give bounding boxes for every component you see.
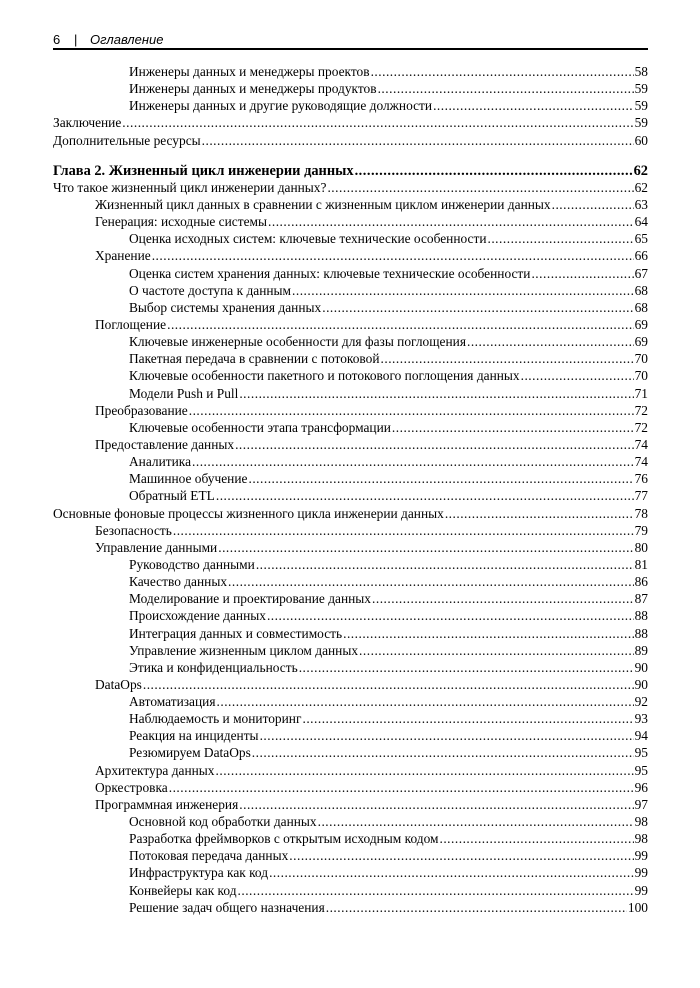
toc-dot-leader bbox=[228, 574, 634, 590]
toc-entry-page: 99 bbox=[634, 882, 648, 898]
toc-entry-title: Инфраструктура как код bbox=[129, 865, 269, 881]
toc-dot-leader bbox=[143, 677, 634, 693]
toc-entry-title: Резюмируем DataOps bbox=[129, 745, 251, 761]
toc-dot-leader bbox=[372, 591, 634, 607]
toc-entry-page: 96 bbox=[634, 779, 648, 795]
toc-entry-page: 90 bbox=[634, 676, 648, 692]
toc-entry-title: Архитектура данных bbox=[95, 762, 215, 778]
toc-entry-page: 94 bbox=[634, 728, 648, 744]
toc-dot-leader bbox=[192, 454, 634, 470]
toc-entry[interactable] bbox=[53, 814, 648, 831]
toc-entry-title: Преобразование bbox=[95, 402, 188, 418]
toc-entry-title: Конвейеры как код bbox=[129, 882, 237, 898]
toc-entry[interactable] bbox=[53, 643, 648, 660]
toc-entry[interactable] bbox=[53, 454, 648, 471]
toc-dot-leader bbox=[173, 523, 634, 539]
toc-entry-page: 59 bbox=[634, 98, 648, 114]
toc-entry-title: Пакетная передача в сравнении с потоковой bbox=[129, 351, 380, 367]
toc-dot-leader bbox=[326, 900, 627, 916]
toc-chapter-entry[interactable] bbox=[53, 163, 648, 180]
toc-entry[interactable] bbox=[53, 386, 648, 403]
toc-entry[interactable] bbox=[53, 248, 648, 265]
toc-entry-page: 79 bbox=[634, 522, 648, 538]
toc-dot-leader bbox=[169, 780, 634, 796]
toc-entry[interactable] bbox=[53, 437, 648, 454]
toc-dot-leader bbox=[552, 197, 634, 213]
toc-entry-title: Основной код обработки данных bbox=[129, 814, 317, 830]
toc-entry-page: 58 bbox=[634, 64, 648, 79]
toc-entry-page: 63 bbox=[634, 196, 648, 212]
toc-entry[interactable] bbox=[53, 420, 648, 437]
toc-dot-leader bbox=[189, 403, 634, 419]
toc-entry-page: 78 bbox=[634, 505, 648, 521]
toc-entry-page: 68 bbox=[634, 299, 648, 315]
toc-entry[interactable] bbox=[53, 694, 648, 711]
toc-entry-page: 81 bbox=[634, 556, 648, 572]
toc-dot-leader bbox=[531, 266, 633, 282]
toc-dot-leader bbox=[260, 728, 634, 744]
toc-entry-page: 88 bbox=[634, 608, 648, 624]
toc-entry-title: Автоматизация bbox=[129, 694, 216, 710]
toc-entry-title: Поглощение bbox=[95, 316, 167, 332]
toc-entry-page: 74 bbox=[634, 454, 648, 470]
toc-dot-leader bbox=[269, 865, 634, 881]
toc-dot-leader bbox=[235, 437, 634, 453]
toc-dot-leader bbox=[371, 64, 634, 80]
page-header bbox=[53, 32, 648, 48]
toc-entry-page: 72 bbox=[634, 402, 648, 418]
toc-entry-title: Моделирование и проектирование данных bbox=[129, 591, 371, 607]
toc-entry[interactable] bbox=[53, 471, 648, 488]
toc-entry-title: Модели Push и Pull bbox=[129, 385, 239, 401]
toc-entry[interactable] bbox=[53, 865, 648, 882]
toc-entry[interactable] bbox=[53, 133, 648, 150]
toc-entry-page: 64 bbox=[634, 214, 648, 230]
toc-entry-title: Интеграция данных и совместимость bbox=[129, 625, 343, 641]
toc-entry[interactable] bbox=[53, 98, 648, 115]
toc-entry-title: Обратный ETL bbox=[129, 488, 215, 504]
toc-dot-leader bbox=[343, 626, 634, 642]
toc-entry-title: Оценка систем хранения данных: ключевые технические особенности bbox=[129, 265, 531, 281]
toc-entry-page: 87 bbox=[634, 591, 648, 607]
toc-entry-page: 74 bbox=[634, 436, 648, 452]
toc-entry-title: Управление жизненным циклом данных bbox=[129, 642, 359, 658]
toc-entry[interactable] bbox=[53, 334, 648, 351]
toc-entry-page: 99 bbox=[634, 848, 648, 864]
toc-entry-page: 65 bbox=[634, 231, 648, 247]
toc-dot-leader bbox=[327, 180, 633, 196]
toc-entry[interactable] bbox=[53, 317, 648, 334]
toc-entry-page: 59 bbox=[634, 115, 648, 131]
toc-dot-leader bbox=[487, 231, 633, 247]
toc-entry-page: 67 bbox=[634, 265, 648, 281]
toc-entry[interactable] bbox=[53, 231, 648, 248]
toc-entry[interactable] bbox=[53, 557, 648, 574]
toc-entry-page: 68 bbox=[634, 282, 648, 298]
toc-entry-title: Заключение bbox=[53, 115, 122, 131]
toc-entry[interactable] bbox=[53, 368, 648, 385]
toc-entry-page: 100 bbox=[627, 899, 648, 915]
toc-entry[interactable] bbox=[53, 728, 648, 745]
toc-entry-page: 60 bbox=[634, 132, 648, 148]
toc-entry-title: Инженеры данных и менеджеры проектов bbox=[129, 64, 370, 79]
table-of-contents bbox=[53, 64, 648, 917]
toc-dot-leader bbox=[239, 797, 633, 813]
toc-dot-leader bbox=[152, 248, 634, 264]
toc-entry-page: 98 bbox=[634, 814, 648, 830]
toc-entry[interactable] bbox=[53, 197, 648, 214]
toc-entry[interactable] bbox=[53, 540, 648, 557]
toc-entry-title: Генерация: исходные системы bbox=[95, 214, 267, 230]
toc-entry-title: Оценка исходных систем: ключевые технические особенности bbox=[129, 231, 487, 247]
toc-entry-page: 99 bbox=[634, 865, 648, 881]
toc-entry-title: Глава 2. Жизненный цикл инженерии данных bbox=[53, 162, 354, 179]
toc-entry[interactable] bbox=[53, 488, 648, 505]
toc-dot-leader bbox=[378, 81, 634, 97]
toc-dot-leader bbox=[216, 488, 634, 504]
toc-entry-title: Руководство данными bbox=[129, 556, 255, 572]
toc-entry-page: 70 bbox=[634, 351, 648, 367]
toc-dot-leader bbox=[433, 98, 634, 114]
toc-entry-page: 80 bbox=[634, 539, 648, 555]
toc-entry-page: 98 bbox=[634, 831, 648, 847]
toc-entry-page: 95 bbox=[634, 745, 648, 761]
toc-entry-title: Безопасность bbox=[95, 522, 172, 538]
toc-entry[interactable] bbox=[53, 523, 648, 540]
toc-dot-leader bbox=[359, 643, 634, 659]
toc-entry-page: 62 bbox=[634, 179, 648, 195]
toc-dot-leader bbox=[122, 115, 633, 131]
toc-entry-page: 59 bbox=[634, 81, 648, 97]
toc-entry-title: Решение задач общего назначения bbox=[129, 899, 325, 915]
toc-entry[interactable] bbox=[53, 351, 648, 368]
toc-dot-leader bbox=[252, 745, 634, 761]
toc-entry[interactable] bbox=[53, 780, 648, 797]
toc-entry-title: Наблюдаемость и мониторинг bbox=[129, 711, 302, 727]
toc-entry-title: Дополнительные ресурсы bbox=[53, 132, 201, 148]
toc-entry[interactable] bbox=[53, 745, 648, 762]
toc-dot-leader bbox=[238, 883, 634, 899]
toc-dot-leader bbox=[218, 540, 633, 556]
toc-dot-leader bbox=[256, 557, 634, 573]
toc-dot-leader bbox=[202, 133, 634, 149]
toc-entry[interactable] bbox=[53, 214, 648, 231]
toc-entry-title: Этика и конфиденциальность bbox=[129, 659, 298, 675]
page-number: 6 bbox=[53, 32, 61, 47]
header-separator: | bbox=[74, 32, 78, 47]
toc-entry-title: Жизненный цикл данных в сравнении с жизненным циклом инженерии данных bbox=[95, 196, 551, 212]
toc-entry-title: Что такое жизненный цикл инженерии данных? bbox=[53, 179, 327, 195]
toc-entry-page: 71 bbox=[634, 385, 648, 401]
toc-entry-title: Ключевые инженерные особенности для фазы поглощения bbox=[129, 334, 466, 350]
toc-dot-leader bbox=[289, 848, 633, 864]
toc-entry[interactable] bbox=[53, 711, 648, 728]
toc-dot-leader bbox=[392, 420, 634, 436]
toc-dot-leader bbox=[355, 163, 633, 180]
toc-entry-title: Управление данными bbox=[95, 539, 218, 555]
toc-entry-title: О частоте доступа к данным bbox=[129, 282, 292, 298]
toc-entry[interactable] bbox=[53, 626, 648, 643]
toc-dot-leader bbox=[268, 214, 634, 230]
toc-entry-title: Ключевые особенности пакетного и потокового поглощения данных bbox=[129, 368, 520, 384]
toc-entry-title: Предоставление данных bbox=[95, 436, 235, 452]
toc-entry[interactable] bbox=[53, 180, 648, 197]
toc-entry-title: Инженеры данных и менеджеры продуктов bbox=[129, 81, 377, 97]
toc-entry-title: Разработка фреймворков с открытым исходным кодом bbox=[129, 831, 439, 847]
toc-dot-leader bbox=[381, 351, 634, 367]
toc-entry[interactable] bbox=[53, 283, 648, 300]
toc-entry[interactable] bbox=[53, 115, 648, 132]
running-title: Оглавление bbox=[90, 32, 164, 47]
toc-entry-page: 89 bbox=[634, 642, 648, 658]
toc-dot-leader bbox=[299, 660, 634, 676]
toc-dot-leader bbox=[322, 300, 633, 316]
toc-entry-title: Оркестровка bbox=[95, 779, 168, 795]
toc-entry-title: Качество данных bbox=[129, 574, 228, 590]
toc-entry[interactable] bbox=[53, 831, 648, 848]
toc-entry-title: Выбор системы хранения данных bbox=[129, 299, 322, 315]
toc-entry-title: Происхождение данных bbox=[129, 608, 266, 624]
toc-dot-leader bbox=[167, 317, 634, 333]
toc-dot-leader bbox=[302, 711, 633, 727]
toc-dot-leader bbox=[292, 283, 634, 299]
toc-entry-page: 62 bbox=[633, 162, 648, 179]
toc-dot-leader bbox=[239, 386, 633, 402]
toc-entry-page: 69 bbox=[634, 316, 648, 332]
toc-entry-page: 70 bbox=[634, 368, 648, 384]
toc-entry-page: 97 bbox=[634, 796, 648, 812]
toc-entry-title: Программная инженерия bbox=[95, 796, 239, 812]
toc-entry[interactable] bbox=[53, 883, 648, 900]
toc-entry-title: Машинное обучение bbox=[129, 471, 248, 487]
toc-entry-page: 72 bbox=[634, 419, 648, 435]
toc-entry-title: Потоковая передача данных bbox=[129, 848, 289, 864]
toc-entry-title: Ключевые особенности этапа трансформации bbox=[129, 419, 391, 435]
toc-entry[interactable] bbox=[53, 64, 648, 81]
toc-entry-title: Реакция на инциденты bbox=[129, 728, 259, 744]
toc-entry[interactable] bbox=[53, 591, 648, 608]
toc-entry[interactable] bbox=[53, 574, 648, 591]
toc-dot-leader bbox=[445, 506, 634, 522]
header-rule bbox=[53, 48, 648, 50]
toc-dot-leader bbox=[267, 608, 634, 624]
toc-entry[interactable] bbox=[53, 608, 648, 625]
toc-entry[interactable] bbox=[53, 506, 648, 523]
toc-entry-page: 76 bbox=[634, 471, 648, 487]
toc-entry-page: 77 bbox=[634, 488, 648, 504]
toc-entry[interactable] bbox=[53, 660, 648, 677]
toc-entry-title: Основные фоновые процессы жизненного цикла инженерии данных bbox=[53, 505, 444, 521]
toc-dot-leader bbox=[248, 471, 633, 487]
toc-entry-title: Аналитика bbox=[129, 454, 192, 470]
toc-entry-page: 95 bbox=[634, 762, 648, 778]
toc-entry-page: 86 bbox=[634, 574, 648, 590]
toc-entry[interactable] bbox=[53, 797, 648, 814]
toc-entry[interactable] bbox=[53, 900, 648, 917]
toc-entry-page: 66 bbox=[634, 248, 648, 264]
toc-dot-leader bbox=[467, 334, 634, 350]
toc-dot-leader bbox=[318, 814, 634, 830]
toc-entry-title: Инженеры данных и другие руководящие должности bbox=[129, 98, 433, 114]
toc-entry[interactable] bbox=[53, 763, 648, 780]
toc-entry[interactable] bbox=[53, 266, 648, 283]
toc-entry-page: 93 bbox=[634, 711, 648, 727]
toc-dot-leader bbox=[521, 368, 634, 384]
toc-dot-leader bbox=[217, 694, 634, 710]
toc-entry[interactable] bbox=[53, 403, 648, 420]
toc-entry[interactable] bbox=[53, 677, 648, 694]
toc-entry-title: Хранение bbox=[95, 248, 151, 264]
toc-dot-leader bbox=[439, 831, 633, 847]
toc-entry-page: 92 bbox=[634, 694, 648, 710]
toc-entry-page: 90 bbox=[634, 659, 648, 675]
toc-dot-leader bbox=[216, 763, 634, 779]
toc-entry[interactable] bbox=[53, 300, 648, 317]
toc-entry[interactable] bbox=[53, 848, 648, 865]
toc-entry-page: 69 bbox=[634, 334, 648, 350]
toc-entry[interactable] bbox=[53, 81, 648, 98]
toc-entry-page: 88 bbox=[634, 625, 648, 641]
toc-entry-title: DataOps bbox=[95, 676, 142, 692]
